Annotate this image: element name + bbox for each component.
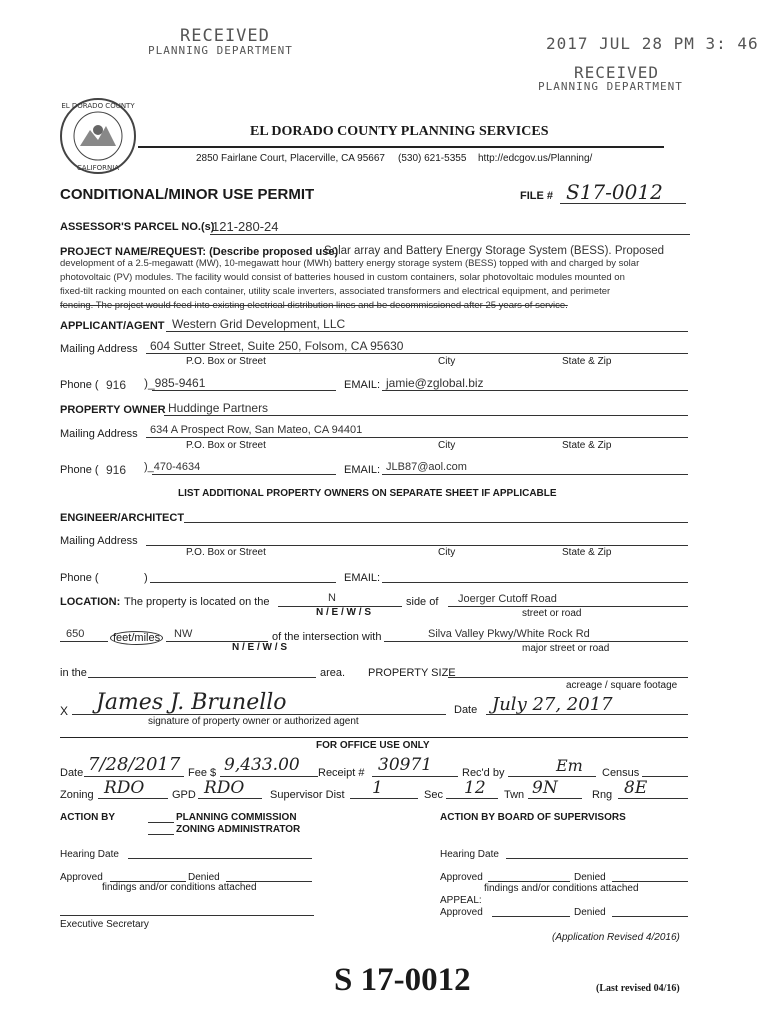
- office-heading: FOR OFFICE USE ONLY: [316, 740, 430, 751]
- owner-phone-label: Phone (: [60, 464, 99, 476]
- received-stamp-2: RECEIVED: [574, 63, 660, 82]
- location-text: The property is located on the: [124, 596, 270, 608]
- engineer-email-label: EMAIL:: [344, 572, 381, 584]
- area-label: area.: [320, 667, 346, 679]
- distance-nesw: N / E / W / S: [232, 642, 288, 653]
- project-line-4: fixed-tilt racking mounted on each container, utility scale inverters, associated transformers and electrical equipment, and perimeter: [60, 286, 611, 297]
- location-label: LOCATION:: [60, 596, 121, 608]
- twn-label: Twn: [504, 789, 525, 801]
- seal-text-bottom: CALIFORNIA: [76, 164, 120, 172]
- apn-value: 121-280-24: [212, 219, 279, 234]
- agency-url: http://edcgov.us/Planning/: [478, 153, 593, 164]
- applicant-phone-number: )_985-9461: [144, 376, 206, 390]
- applicant-value: Western Grid Development, LLC: [172, 317, 346, 331]
- gpd-value: RDO: [204, 778, 245, 798]
- right-hearing-date-label: Hearing Date: [440, 849, 499, 860]
- office-rule: [60, 737, 688, 738]
- file-number-label: FILE #: [520, 190, 554, 202]
- gpd-label: GPD: [172, 789, 196, 801]
- engineer-label: ENGINEER/ARCHITECT: [60, 512, 185, 524]
- owner-email-value: JLB87@aol.com: [386, 461, 467, 473]
- signature-caption: signature of property owner or authorized agent: [148, 716, 359, 727]
- right-denied-label: Denied: [574, 872, 606, 883]
- applicant-mailing-label: Mailing Address: [60, 343, 138, 355]
- exec-sec-label: Executive Secretary: [60, 919, 149, 930]
- apn-label: ASSESSOR'S PARCEL NO.(s): [60, 221, 215, 233]
- applicant-sub-city: City: [438, 356, 456, 367]
- appeal-label: APPEAL:: [440, 895, 482, 906]
- distance-value: 650: [66, 628, 85, 640]
- of-intersection-label: of the intersection with: [272, 631, 382, 643]
- owner-value: Huddinge Partners: [168, 401, 269, 415]
- file-number-value: S17-0012: [566, 180, 663, 204]
- applicant-sub-state: State & Zip: [562, 356, 612, 367]
- zoning-admin-option: ZONING ADMINISTRATOR: [176, 824, 301, 835]
- applicant-sub-po: P.O. Box or Street: [186, 356, 266, 367]
- applicant-label: APPLICANT/AGENT: [60, 320, 165, 332]
- agency-address: 2850 Fairlane Court, Placerville, CA 95667: [196, 153, 385, 164]
- right-findings-note: findings and/or conditions attached: [484, 883, 639, 894]
- location-nesw: N / E / W / S: [316, 607, 372, 618]
- office-date-value: 7/28/2017: [88, 754, 181, 775]
- seal-text-top: EL DORADO COUNTY: [61, 102, 135, 110]
- fee-label: Fee $: [188, 767, 217, 779]
- zoning-label: Zoning: [60, 789, 94, 801]
- applicant-email-label: EMAIL:: [344, 379, 381, 391]
- office-date-label: Date: [60, 767, 84, 779]
- applicant-phone-label: Phone (: [60, 379, 99, 391]
- street-value: Joerger Cutoff Road: [458, 593, 557, 605]
- engineer-sub-po: P.O. Box or Street: [186, 547, 266, 558]
- acreage-label: acreage / square footage: [566, 680, 678, 691]
- sec-label: Sec: [424, 789, 443, 801]
- left-denied-label: Denied: [188, 872, 220, 883]
- receipt-label: Receipt #: [318, 767, 365, 779]
- revised-note: (Application Revised 4/2016): [552, 932, 680, 943]
- owner-sub-po: P.O. Box or Street: [186, 440, 266, 451]
- owner-sub-city: City: [438, 440, 456, 451]
- owner-phone-area: 916: [106, 463, 127, 477]
- planning-dept-stamp-2: PLANNING DEPARTMENT: [538, 80, 683, 93]
- intersection-value: Silva Valley Pkwy/White Rock Rd: [428, 628, 590, 640]
- street-or-road: street or road: [522, 608, 582, 619]
- left-hearing-date-label: Hearing Date: [60, 849, 119, 860]
- owner-mailing-value: 634 A Prospect Row, San Mateo, CA 94401: [150, 424, 363, 436]
- project-line-2: development of a 2.5-megawatt (MW), 10-megawatt hour (MWh) battery energy storage system (BESS) topped with and charged by solar: [60, 258, 640, 269]
- owner-email-label: EMAIL:: [344, 464, 381, 476]
- left-findings-note: findings and/or conditions attached: [102, 882, 257, 893]
- sec-value: 12: [464, 778, 486, 798]
- location-direction: N: [328, 592, 336, 604]
- project-line-1: Solar array and Battery Energy Storage System (BESS). Proposed: [324, 245, 665, 257]
- recd-label: Rec'd by: [462, 767, 505, 779]
- right-approved-label: Approved: [440, 872, 483, 883]
- applicant-email-value: jamie@zglobal.biz: [386, 376, 484, 390]
- project-line-5: fencing. The project would feed into existing electrical distribution lines and be decommissioned after 25 years of service.: [60, 300, 568, 311]
- x-mark: X: [60, 704, 69, 718]
- engineer-mailing-label: Mailing Address: [60, 535, 138, 547]
- receipt-value: 30971: [378, 755, 433, 775]
- engineer-phone-close: ): [144, 572, 148, 584]
- county-seal-icon: [58, 96, 138, 176]
- project-line-3: photovoltaic (PV) modules. The facility would consist of batteries housed in custom containers, solar photovoltaic modules mounted on: [60, 272, 625, 283]
- rng-value: 8E: [624, 778, 648, 798]
- planning-dept-stamp-1: PLANNING DEPARTMENT: [148, 44, 293, 57]
- engineer-sub-state: State & Zip: [562, 547, 612, 558]
- twn-value: 9N: [532, 778, 558, 798]
- sign-date-value: July 27, 2017: [492, 694, 613, 715]
- footer-file-number: S 17-0012: [334, 962, 471, 998]
- owner-mailing-label: Mailing Address: [60, 428, 138, 440]
- distance-direction: NW: [174, 628, 193, 640]
- supdist-value: 1: [372, 778, 383, 798]
- property-size-label: PROPERTY SIZE: [368, 667, 456, 679]
- sign-date-label: Date: [454, 704, 478, 716]
- appeal-approved-label: Approved: [440, 907, 483, 918]
- in-the-label: in the: [60, 667, 87, 679]
- planning-commission-option: PLANNING COMMISSION: [176, 812, 297, 823]
- applicant-phone-area: 916: [106, 378, 127, 392]
- owner-label: PROPERTY OWNER: [60, 404, 166, 416]
- engineer-phone-label: Phone (: [60, 572, 99, 584]
- project-label: PROJECT NAME/REQUEST: (Describe proposed use): [60, 246, 339, 258]
- action-by-label: ACTION BY: [60, 812, 115, 823]
- appeal-denied-label: Denied: [574, 907, 606, 918]
- fee-value: 9,433.00: [224, 755, 300, 775]
- received-stamp-1: RECEIVED: [180, 26, 270, 46]
- rng-label: Rng: [592, 789, 613, 801]
- agency-name: EL DORADO COUNTY PLANNING SERVICES: [250, 124, 549, 139]
- action-board-label: ACTION BY BOARD OF SUPERVISORS: [440, 812, 626, 823]
- supdist-label: Supervisor Dist: [270, 789, 345, 801]
- major-street-label: major street or road: [522, 643, 610, 654]
- header-rule: [138, 146, 664, 148]
- recd-value: Em: [556, 756, 583, 775]
- footer-last-revised: (Last revised 04/16): [596, 983, 680, 994]
- agency-phone: (530) 621-5355: [398, 153, 467, 164]
- zoning-value: RDO: [104, 778, 145, 798]
- additional-owners-note: LIST ADDITIONAL PROPERTY OWNERS ON SEPARATE SHEET IF APPLICABLE: [178, 488, 557, 499]
- applicant-mailing-value: 604 Sutter Street, Suite 250, Folsom, CA 95630: [150, 339, 404, 353]
- signature: James J. Brunello: [96, 690, 287, 715]
- form-title: CONDITIONAL/MINOR USE PERMIT: [60, 186, 315, 203]
- census-label: Census: [602, 767, 640, 779]
- feet-miles-label: feet/miles: [110, 631, 163, 645]
- owner-sub-state: State & Zip: [562, 440, 612, 451]
- datetime-stamp: 2017 JUL 28 PM 3: 46: [546, 34, 759, 53]
- side-of-label: side of: [406, 596, 439, 608]
- owner-phone-number: )_470-4634: [144, 461, 201, 473]
- left-approved-label: Approved: [60, 872, 103, 883]
- engineer-sub-city: City: [438, 547, 456, 558]
